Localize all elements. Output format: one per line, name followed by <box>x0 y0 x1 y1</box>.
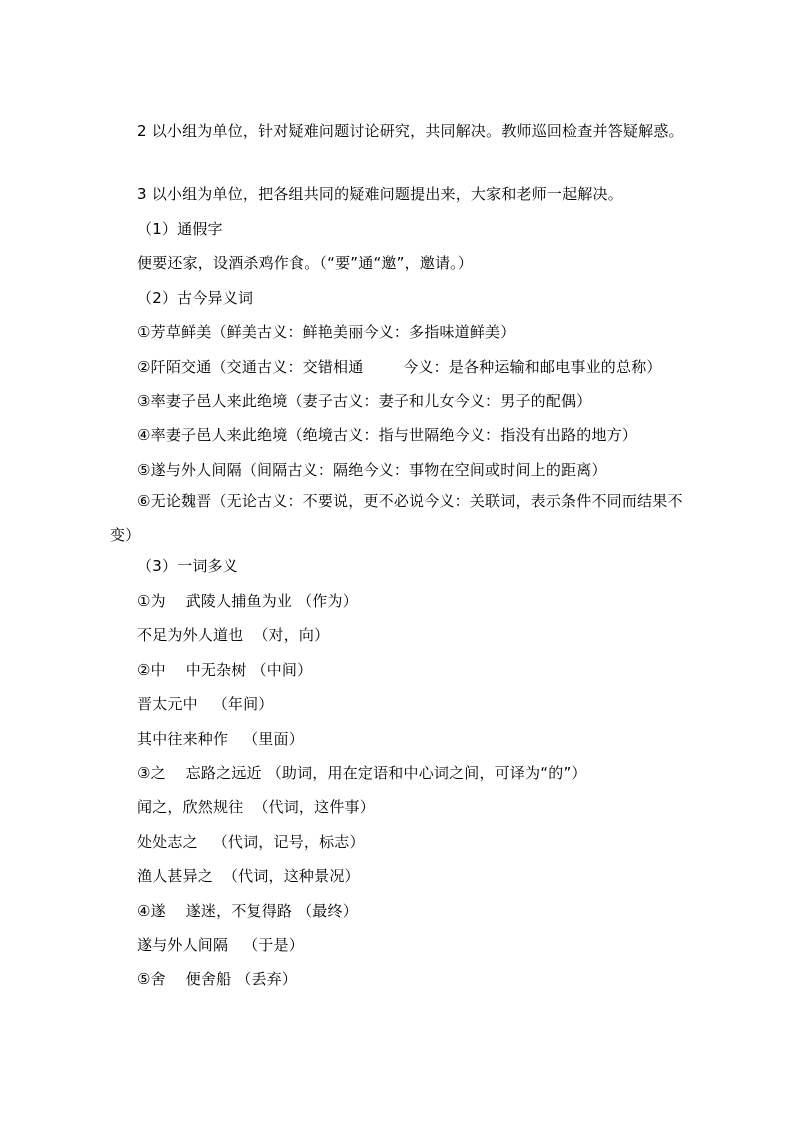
heading-yici-duoyi: （3）一词多义 <box>137 557 238 575</box>
list-item: ④遂 遂迷，不复得路 （最终） <box>137 902 358 920</box>
gujin-item-2: ②阡陌交通（交通古义：交错相通 今义：是各种运输和邮电事业的总称） <box>137 358 662 376</box>
list-item: 处处志之 （代词，记号，标志） <box>137 833 365 851</box>
list-item: 渔人甚异之 （代词，这种景况） <box>137 867 360 885</box>
list-item: ⑤舍 便舍船 （丢弃） <box>137 970 298 988</box>
gujin-item-5: ⑤遂与外人间隔（间隔古义：隔绝今义：事物在空间或时间上的距离） <box>137 461 607 479</box>
heading-tongjiazi: （1）通假字 <box>137 220 223 238</box>
paragraph-step-2: 2 以小组为单位，针对疑难问题讨论研究，共同解决。教师巡回检查并答疑解惑。 <box>137 122 684 140</box>
gujin-item-1: ①芳草鲜美（鲜美古义：鲜艳美丽今义：多指味道鲜美） <box>137 323 516 341</box>
list-item: 闻之，欣然规往 （代词，这件事） <box>137 798 375 816</box>
gujin-item-6: ⑥无论魏晋（无论古义：不要说，更不必说今义：关联词，表示条件不同而结果不变） <box>110 492 683 544</box>
gujin-item-4: ④率妻子邑人来此绝境（绝境古义：指与世隔绝今义：指没有出路的地方） <box>137 426 638 444</box>
list-item: ②中 中无杂树 （中间） <box>137 661 313 679</box>
list-item: 晋太元中 （年间） <box>137 695 274 713</box>
heading-gujin-yiyi: （2）古今异义词 <box>137 289 254 307</box>
list-item: ①为 武陵人捕鱼为业 （作为） <box>137 592 358 610</box>
list-item: 其中往来种作 （里面） <box>137 730 304 748</box>
list-item: ③之 忘路之远近 （助词，用在定语和中心词之间，可译为“的”） <box>137 764 587 782</box>
list-item: 遂与外人间隔 （于是） <box>137 936 304 954</box>
list-item: 不足为外人道也 （对，向） <box>137 626 330 644</box>
gujin-item-3: ③率妻子邑人来此绝境（妻子古义：妻子和儿女今义：男子的配偶） <box>137 392 592 410</box>
tongjiazi-example: 便要还家，设酒杀鸡作食。（“要”通“邀”，邀请。） <box>137 254 474 272</box>
paragraph-step-3: 3 以小组为单位，把各组共同的疑难问题提出来，大家和老师一起解决。 <box>137 185 623 203</box>
